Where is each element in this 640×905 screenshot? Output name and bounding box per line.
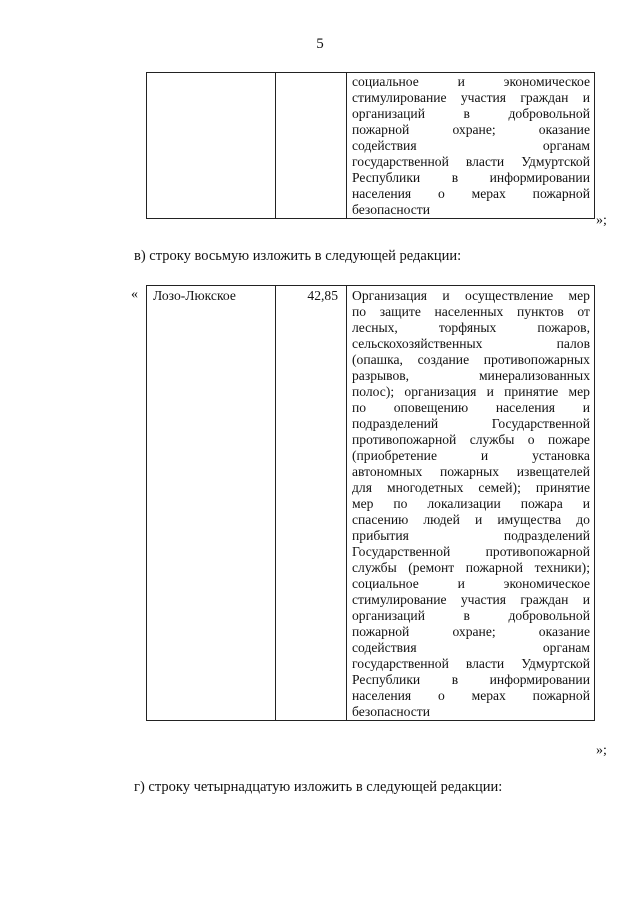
page-number: 5 <box>316 36 324 52</box>
text-line: государственной власти Удмуртской <box>352 656 590 671</box>
text-line: лесных, торфяных пожаров, <box>352 320 590 335</box>
settlement-name-cell: Лозо-Люкское <box>147 286 276 721</box>
text-line: Республики в информировании <box>352 170 590 185</box>
text-line: Республики в информировании <box>352 672 590 687</box>
text-line: спасению людей и имущества до <box>352 512 590 527</box>
measures-cell <box>347 286 595 721</box>
paragraph-b: в) строку восьмую изложить в следующей редакции: <box>134 248 462 264</box>
area-cell <box>276 73 347 219</box>
text-line: (приобретение и установка <box>352 448 590 463</box>
text-line: пожарной охране; оказание <box>352 122 590 137</box>
text-line: населения о мерах пожарной <box>352 688 590 703</box>
text-line: Государственной противопожарной <box>352 544 590 559</box>
measures-text <box>347 286 594 720</box>
table-row <box>147 286 595 721</box>
text-line: противопожарной службы о пожаре <box>352 432 590 447</box>
table-row <box>147 73 595 219</box>
text-line: сельскохозяйственных палов <box>352 336 590 351</box>
settlement-name-cell <box>147 73 276 219</box>
text-line: безопасности <box>352 704 431 719</box>
text-line: содействия органам <box>352 640 590 655</box>
text-line: для многодетных семей); принятие <box>352 480 590 495</box>
text-line: автономных пожарных извещателей <box>352 464 590 479</box>
text-line: мер по локализации пожара и <box>352 496 590 511</box>
text-line: по защите населенных пунктов от <box>352 304 590 319</box>
text-line: службы (ремонт пожарной техники); <box>352 560 590 575</box>
opening-quote-mark: « <box>131 287 138 302</box>
measures-cell <box>347 73 595 219</box>
measures-text <box>347 73 594 218</box>
text-line: стимулирование участия граждан и <box>352 90 590 105</box>
text-line: социальное и экономическое <box>352 74 590 89</box>
text-line: стимулирование участия граждан и <box>352 592 590 607</box>
text-line: организаций в добровольной <box>352 608 590 623</box>
text-line: (опашка, создание противопожарных <box>352 352 590 367</box>
text-line: организаций в добровольной <box>352 106 590 121</box>
text-line: прибытия подразделений <box>352 528 590 543</box>
table-fragment-continued <box>146 72 595 219</box>
area-cell: 42,85 <box>276 286 347 721</box>
text-line: по оповещению населения и <box>352 400 590 415</box>
text-line: полос); организация и принятие мер <box>352 384 590 399</box>
text-line: безопасности <box>352 202 431 217</box>
text-line: разрывов, минерализованных <box>352 368 590 383</box>
closing-quote-mark: »; <box>596 213 607 228</box>
paragraph-g: г) строку четырнадцатую изложить в следующей редакции: <box>134 779 503 795</box>
text-line: содействия органам <box>352 138 590 153</box>
closing-quote-mark: »; <box>596 743 607 758</box>
table-row-eight <box>146 285 595 721</box>
text-line: населения о мерах пожарной <box>352 186 590 201</box>
text-line: Организация и осуществление мер <box>352 288 590 303</box>
text-line: социальное и экономическое <box>352 576 590 591</box>
text-line: подразделений Государственной <box>352 416 590 431</box>
text-line: государственной власти Удмуртской <box>352 154 590 169</box>
text-line: пожарной охране; оказание <box>352 624 590 639</box>
